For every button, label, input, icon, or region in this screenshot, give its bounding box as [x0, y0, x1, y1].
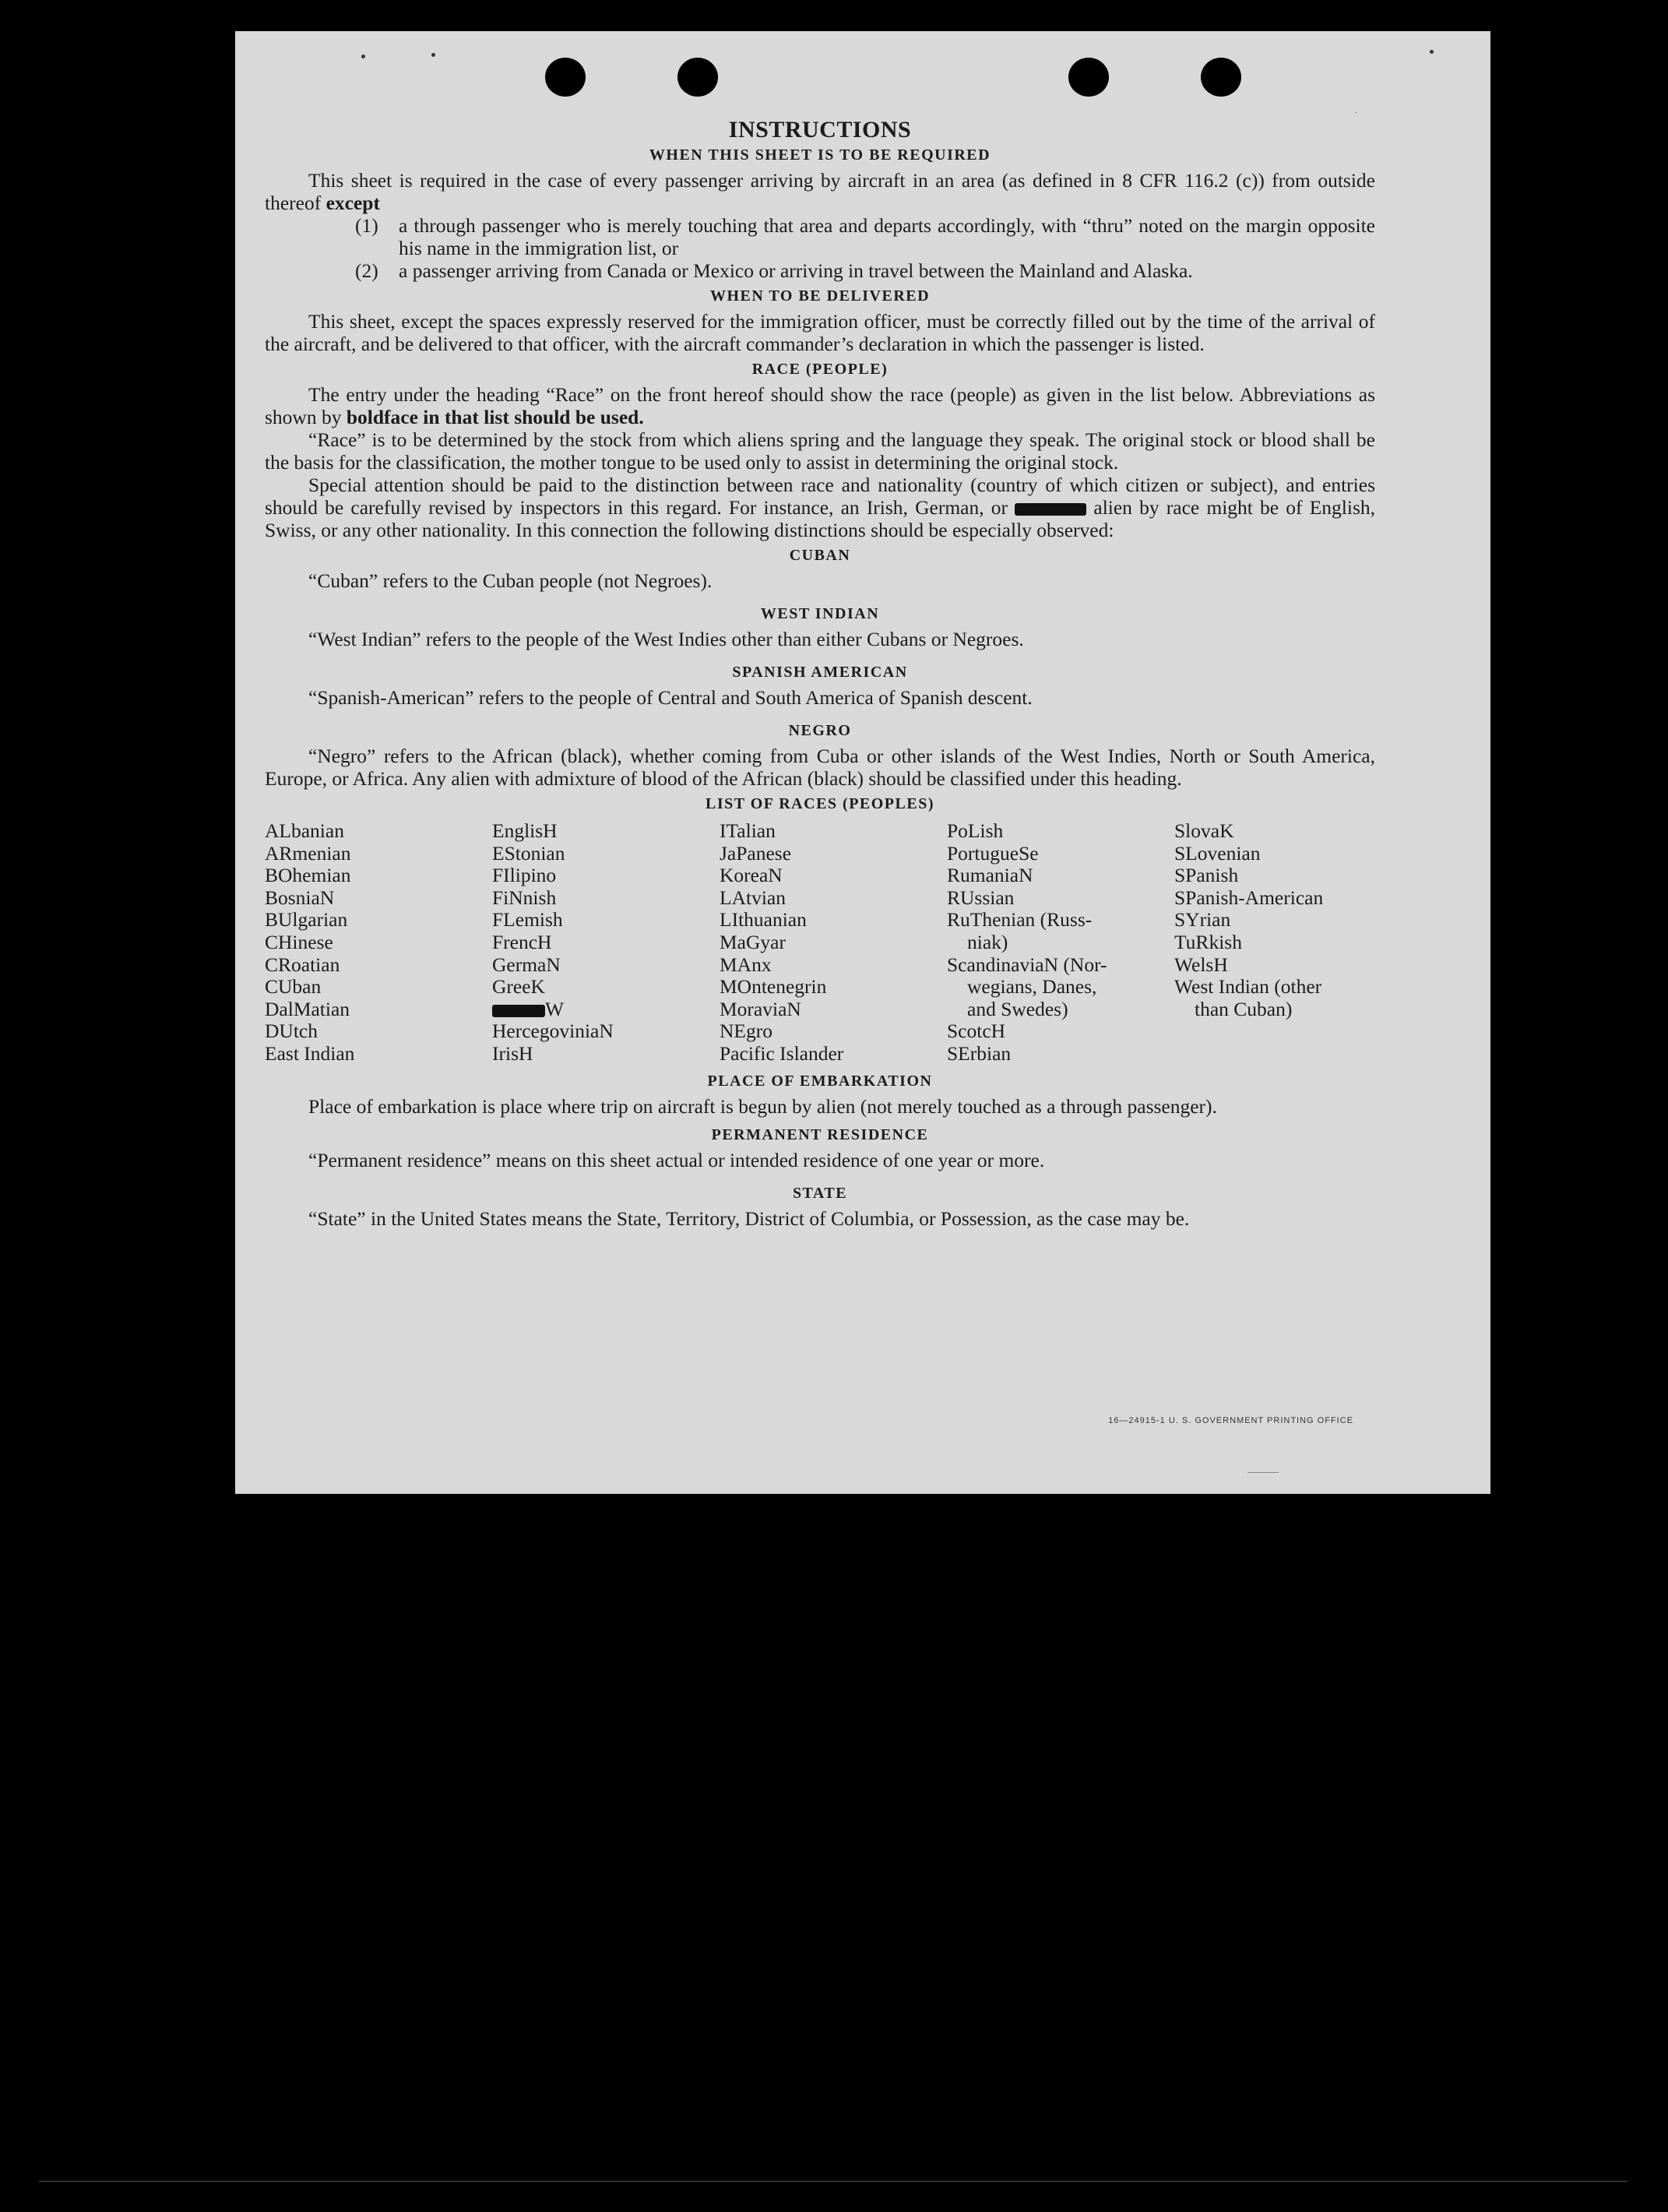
race-entry: Pacific Islander	[720, 1041, 844, 1065]
paragraph-cuban: “Cuban” refers to the Cuban people (not Negroes).	[308, 569, 713, 592]
text: This sheet is required in the case of every passenger arriving by aircraft in an area (as defined in 8 CFR 116.2 (c)) from outside thereof	[265, 169, 1375, 214]
race-entry: LAtvian	[720, 886, 786, 909]
heading-residence: PERMANENT RESIDENCE	[711, 1125, 929, 1143]
race-entry: and Swedes)	[967, 997, 1068, 1020]
list-item	[355, 259, 1375, 282]
paragraph-race-1	[265, 383, 1375, 428]
race-entry: ALbanian	[265, 819, 344, 842]
heading-when-delivered: WHEN TO BE DELIVERED	[709, 287, 931, 305]
redaction-mark	[1015, 503, 1086, 516]
race-entry: GreeK	[492, 975, 545, 999]
race-entry: BOhemian	[265, 864, 351, 887]
race-entry: MaGyar	[720, 930, 786, 953]
race-entry: IrisH	[492, 1041, 533, 1065]
race-entry: RUssian	[947, 886, 1015, 909]
item-number: (2)	[355, 259, 378, 282]
text: The entry under the heading “Race” on the front hereof should show the race (people) as given in the list below. Abbreviations as shown by	[265, 383, 1375, 428]
paragraph-residence: “Permanent residence” means on this sheet actual or intended residence of one year or more.	[308, 1148, 1045, 1171]
race-entry: EnglisH	[492, 819, 558, 842]
item-text: a passenger arriving from Canada or Mexico or arriving in travel between the Mainland and Alaska.	[399, 259, 1193, 282]
punch-hole	[1068, 58, 1109, 97]
instructions-body	[265, 118, 1375, 1230]
heading-embarkation: PLACE OF EMBARKATION	[707, 1072, 933, 1090]
race-entry: KoreaN	[720, 864, 783, 887]
speck	[1355, 112, 1357, 113]
speck	[431, 53, 435, 57]
race-entry: TuRkish	[1174, 930, 1242, 953]
redaction-mark	[492, 1005, 545, 1017]
race-entry: ScotcH	[947, 1020, 1006, 1043]
punch-hole	[677, 58, 718, 97]
race-entry: JaPanese	[720, 841, 792, 865]
race-entry: ARmenian	[265, 841, 351, 865]
paragraph-negro: “Negro” refers to the African (black), whether coming from Cuba or other islands of the West Indies, North or South America, Europe, or Africa. Any alien with admixture of blood of the African (black) should be classified under this heading.	[265, 745, 1375, 790]
scan-line	[39, 2181, 1628, 2182]
race-entry: DUtch	[265, 1020, 318, 1043]
race-entry: ScandinaviaN (Nor-	[947, 953, 1107, 976]
race-entry: CUban	[265, 975, 322, 999]
race-column	[265, 820, 492, 1065]
race-entry: FLemish	[492, 908, 563, 932]
speck	[1247, 1472, 1279, 1473]
speck	[361, 55, 365, 58]
bold-text: boldface	[346, 406, 418, 428]
heading-negro: NEGRO	[788, 722, 852, 739]
race-entry: SPanish-American	[1174, 886, 1324, 909]
heading-west-indian: WEST INDIAN	[760, 605, 880, 622]
list-item	[355, 214, 1375, 259]
race-entry: PortugueSe	[947, 841, 1039, 865]
paragraph-when-required	[265, 169, 1375, 214]
race-column	[1174, 820, 1375, 1065]
race-entry: RumaniaN	[947, 864, 1033, 887]
paragraph-race-2: “Race” is to be determined by the stock from which aliens spring and the language they speak. The original stock or blood shall be the basis for the classification, the mother tongue to be used only to assist in determining the original stock.	[265, 428, 1375, 474]
race-entry: HercegoviniaN	[492, 1020, 614, 1043]
race-entry: niak)	[967, 930, 1008, 953]
race-entry: SPanish	[1174, 864, 1239, 887]
race-entry: MoraviaN	[720, 997, 801, 1020]
race-entry: NEgro	[720, 1020, 772, 1043]
race-entry: LIthuanian	[720, 908, 807, 932]
race-entry: CHinese	[265, 930, 333, 953]
race-entry: EStonian	[492, 841, 565, 865]
paragraph-race-3	[265, 474, 1375, 541]
race-entry: FIlipino	[492, 864, 557, 887]
race-entry: MAnx	[720, 953, 772, 976]
paragraph-west-indian: “West Indian” refers to the people of the West Indies other than either Cubans or Negroes.	[308, 628, 1024, 650]
race-entry: wegians, Danes,	[967, 975, 1097, 999]
race-entry: SErbian	[947, 1041, 1012, 1065]
race-entry: BosniaN	[265, 886, 335, 909]
heading-list-of-races: LIST OF RACES (PEOPLES)	[705, 795, 934, 812]
race-entry: SYrian	[1174, 908, 1231, 932]
document-sheet	[235, 31, 1490, 1494]
race-column	[947, 820, 1174, 1065]
race-entry: SlovaK	[1174, 819, 1234, 842]
race-entry: PoLish	[947, 819, 1004, 842]
speck	[1430, 50, 1434, 54]
printing-office-footer: 16—24915-1 U. S. GOVERNMENT PRINTING OFFICE	[1108, 1416, 1353, 1425]
race-entry: FiNnish	[492, 886, 557, 909]
race-entry: WelsH	[1174, 953, 1228, 976]
paragraph-state: “State” in the United States means the State, Territory, District of Columbia, or Possession, as the case may be.	[308, 1206, 1190, 1230]
punch-hole	[1201, 58, 1241, 97]
race-entry: RuThenian (Russ-	[947, 908, 1093, 932]
heading-when-required: WHEN THIS SHEET IS TO BE REQUIRED	[649, 146, 991, 164]
race-entry: East Indian	[265, 1041, 355, 1065]
race-entry: FrencH	[492, 930, 552, 953]
paragraph-spanish-american: “Spanish-American” refers to the people of Central and South America of Spanish descent.	[308, 686, 1033, 709]
paragraph-embarkation: Place of embarkation is place where trip on aircraft is begun by alien (not merely touched as a through passenger).	[308, 1094, 1217, 1118]
punch-hole	[545, 58, 586, 97]
heading-spanish-american: SPANISH AMERICAN	[732, 664, 908, 681]
race-entry: MOntenegrin	[720, 975, 827, 999]
item-number: (1)	[355, 214, 378, 237]
page-title: INSTRUCTIONS	[728, 117, 912, 143]
race-entry: West Indian (other	[1174, 975, 1322, 999]
race-entry-redacted	[492, 999, 720, 1021]
race-entry: CRoatian	[265, 953, 340, 976]
race-list-table	[265, 820, 1375, 1065]
text: alien by race might be of English, Swiss, or any other nationality. In this connection the following distinctions should be especially observed:	[265, 496, 1375, 541]
race-entry: GermaN	[492, 953, 561, 976]
heading-state: STATE	[792, 1184, 848, 1202]
race-entry: ITalian	[720, 819, 776, 842]
race-entry: than Cuban)	[1195, 997, 1293, 1020]
item-text: a through passenger who is merely touching that area and departs accordingly, with “thru” noted on the margin opposite his name in the immigration list, or	[399, 214, 1375, 259]
heading-cuban: CUBAN	[789, 547, 851, 564]
race-entry: BUlgarian	[265, 908, 348, 932]
paragraph-when-delivered: This sheet, except the spaces expressly reserved for the immigration officer, must be correctly filled out by the time of the arrival of the aircraft, and be delivered to that officer, with the aircraft commander’s declaration in which the passenger is listed.	[265, 310, 1375, 355]
race-column	[720, 820, 947, 1065]
redacted-suffix: W	[545, 997, 565, 1020]
heading-race: RACE (PEOPLE)	[751, 361, 889, 378]
race-column	[492, 820, 720, 1065]
bold-text: except	[326, 192, 380, 214]
text: Special attention should be paid to the distinction between race and nationality (country of which citizen or subject), and entries should be carefully revised by inspectors in this regard. For instance, an Irish, German, or	[265, 474, 1375, 519]
race-entry: SLovenian	[1174, 841, 1261, 865]
bold-text: in that list should be used.	[423, 406, 644, 428]
race-entry: DalMatian	[265, 997, 350, 1020]
